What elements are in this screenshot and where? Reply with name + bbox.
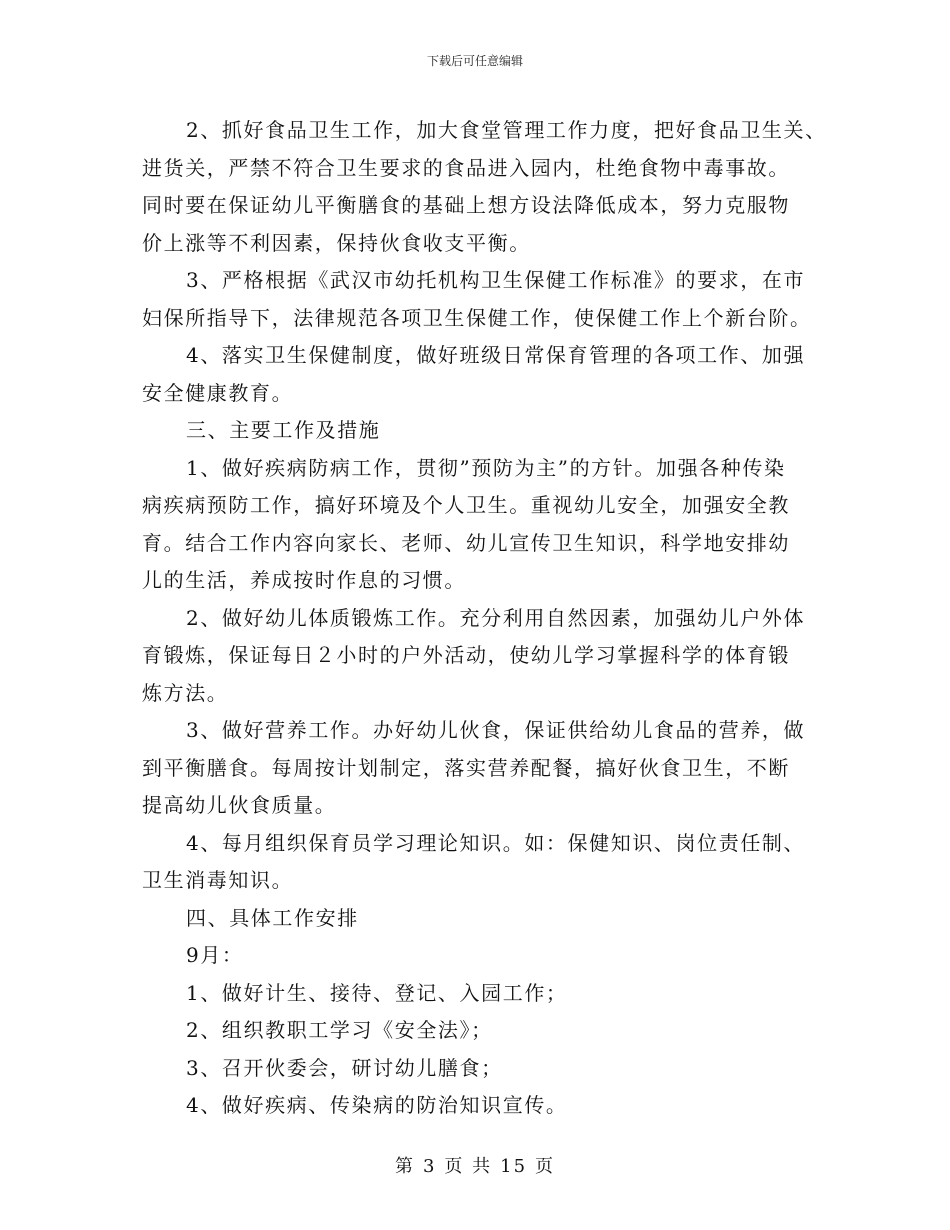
paragraph	[142, 262, 812, 337]
list-item	[142, 1050, 812, 1088]
text-line: 9月：	[186, 943, 244, 967]
text-line: 儿的生活，养成按时作息的习惯。	[142, 568, 466, 592]
list-item	[142, 975, 812, 1013]
text-line: 安全健康教育。	[142, 380, 294, 405]
paragraph	[142, 112, 827, 262]
text-line: 妇保所指导下，法律规范各项卫生保健工作，使保健工作上个新台阶。	[142, 305, 812, 330]
text-line: 4、每月组织保育员学习理论知识。如：保健知识、岗位责任制、	[186, 830, 806, 855]
text-line: 3、做好营养工作。办好幼儿伙食，保证供给幼儿食品的营养，做	[186, 718, 806, 742]
text-line: 炼方法。	[142, 680, 229, 705]
footer-page-number: 3	[422, 1156, 437, 1177]
document-body	[142, 112, 827, 1125]
list-item	[142, 1012, 812, 1050]
text-line: 育锻炼，保证每日２小时的户外活动，使幼儿学习掌握科学的体育锻	[142, 643, 790, 667]
footer-prefix: 第	[394, 1156, 415, 1177]
text-line: 到平衡膳食。每周按计划制定，落实营养配餐，搞好伙食卫生，不断	[142, 755, 790, 780]
text-line: 2、做好幼儿体质锻炼工作。充分利用自然因素，加强幼儿户外体	[186, 605, 806, 630]
heading-text: 四、具体工作安排	[186, 905, 359, 930]
list-item	[142, 1087, 812, 1125]
text-line: 2、组织教职工学习《安全法》；	[186, 1018, 493, 1042]
text-line: 价上涨等不利因素，保持伙食收支平衡。	[142, 230, 531, 255]
text-line: 1、做好计生、接待、登记、入园工作；	[186, 980, 568, 1005]
paragraph	[142, 937, 812, 975]
footer-suffix: 页	[535, 1156, 556, 1177]
text-line: 卫生消毒知识。	[142, 868, 294, 892]
footer-middle: 页 共	[444, 1156, 493, 1177]
text-line: 提高幼儿伙食质量。	[142, 793, 337, 817]
heading-text: 三、主要工作及措施	[186, 418, 381, 442]
header-text: 下载后可任意编辑	[426, 54, 523, 68]
paragraph	[142, 712, 812, 825]
text-line: 进货关，严禁不符合卫生要求的食品进入园内，杜绝食物中毒事故。	[142, 155, 790, 180]
text-line: 2、抓好食品卫生工作，加大食堂管理工作力度，把好食品卫生关、	[186, 118, 827, 142]
text-line: 3、召开伙委会，研讨幼儿膳食；	[186, 1055, 503, 1080]
paragraph	[142, 600, 812, 713]
paragraph	[142, 825, 812, 900]
paragraph	[142, 450, 812, 600]
section-heading	[142, 900, 812, 938]
text-line: 4、做好疾病、传染病的防治知识宣传。	[186, 1093, 568, 1117]
paragraph	[142, 337, 812, 412]
text-line: 育。结合工作内容向家长、老师、幼儿宣传卫生知识，科学地安排幼	[142, 530, 790, 555]
text-line: 1、做好疾病防病工作，贯彻”预防为主”的方针。加强各种传染	[186, 455, 786, 480]
text-line: 病疾病预防工作，搞好环境及个人卫生。重视幼儿安全，加强安全教	[142, 493, 790, 517]
text-line: 4、落实卫生保健制度，做好班级日常保育管理的各项工作、加强	[186, 343, 806, 367]
text-line: 3、严格根据《武汉市幼托机构卫生保健工作标准》的要求，在市	[186, 268, 806, 292]
footer-total-pages: 15	[500, 1156, 528, 1177]
text-line: 同时要在保证幼儿平衡膳食的基础上想方设法降低成本，努力克服物	[142, 193, 790, 217]
page-header	[0, 52, 950, 69]
section-heading	[142, 412, 812, 450]
page-footer	[0, 1152, 950, 1178]
